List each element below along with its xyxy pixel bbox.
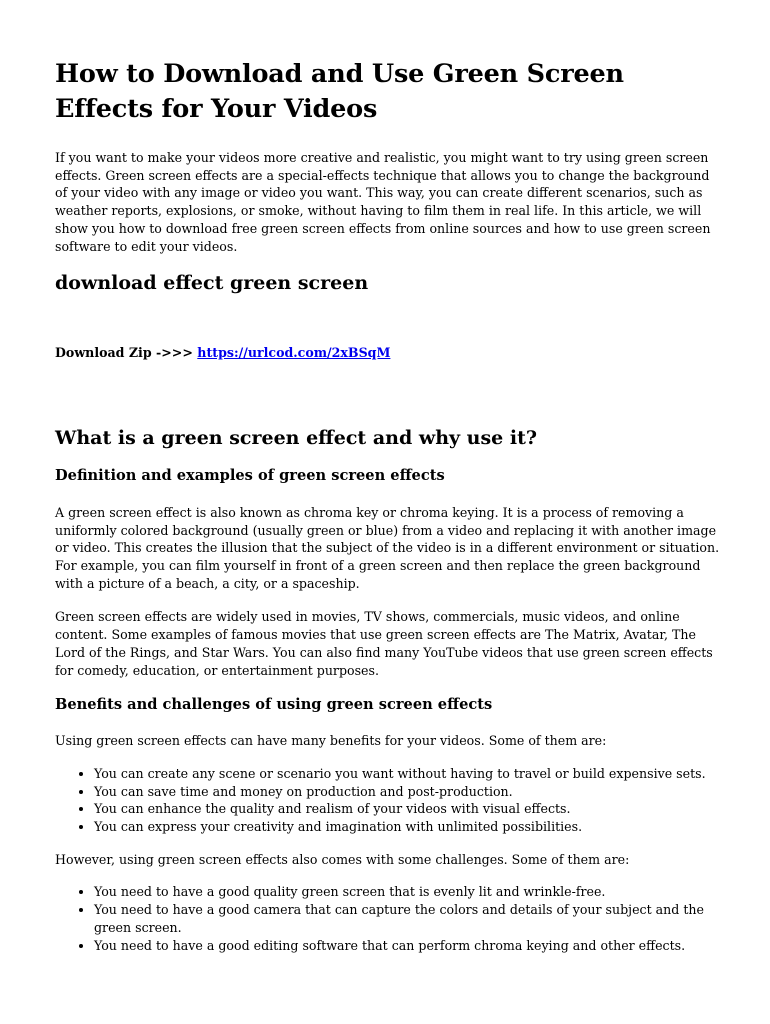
list-item: • You can create any scene or scenario you want without having to travel or build expensive sets. xyxy=(94,765,720,783)
subheading-benefits: Benefits and challenges of using green screen effects xyxy=(55,696,493,714)
subheading-definition: Definition and examples of green screen effects xyxy=(55,466,445,484)
list-item: • You need to have a good quality green screen that is evenly lit and wrinkle-free. xyxy=(94,883,720,901)
download-link[interactable]: https://urlcod.com/2xBSqM xyxy=(197,345,391,361)
definition-paragraph-2: Green screen effects are widely used in movies, TV shows, commercials, music videos, and online content. Some examples of famous movies that use green screen effects are The Matrix, Avatar, The Lord of the Rings, and Star Wars. You can also find many YouTube videos that use green screen effects for comedy, education, or entertainment purposes. xyxy=(55,609,713,678)
list-item: • You can save time and money on production and post-production. xyxy=(94,783,720,801)
list-item: • You can enhance the quality and realism of your videos with visual effects. xyxy=(94,800,720,818)
list-item: • You can express your creativity and imagination with unlimited possibilities. xyxy=(94,818,720,836)
document-page xyxy=(55,0,720,954)
download-line xyxy=(55,344,720,362)
benefits-list xyxy=(55,765,720,836)
intro-paragraph: If you want to make your videos more creative and realistic, you might want to try using green screen effects. Green screen effects are a special-effects technique that allows you to change the background of your video with any image or video you want. This way, you can create different scenarios, such as weather reports, explosions, or smoke, without having to film them in real life. In this article, we will show you how to download free green screen effects from online sources and how to use green screen software to edit your videos. xyxy=(55,150,711,254)
challenges-intro: However, using green screen effects also comes with some challenges. Some of them are: xyxy=(55,851,630,867)
benefits-intro: Using green screen effects can have many benefits for your videos. Some of them are: xyxy=(55,733,607,749)
section-heading-what-is: What is a green screen effect and why use it? xyxy=(55,426,538,449)
definition-paragraph-1: A green screen effect is also known as chroma key or chroma keying. It is a process of removing a uniformly colored background (usually green or blue) from a video and replacing it with another image or video. This creates the illusion that the subject of the video is in a different environment or situation. For example, you can film yourself in front of a green screen and then replace the green background with a picture of a beach, a city, or a spaceship. xyxy=(55,504,720,591)
list-item: • You need to have a good camera that can capture the colors and details of your subject and the green screen. xyxy=(94,901,720,936)
download-heading: download effect green screen xyxy=(55,272,369,295)
download-label: Download Zip ->>> xyxy=(55,345,198,361)
list-item: • You need to have a good editing software that can perform chroma keying and other effects. xyxy=(94,937,720,955)
challenges-list xyxy=(55,883,720,954)
page-title: How to Download and Use Green Screen Effects for Your Videos xyxy=(55,59,624,124)
